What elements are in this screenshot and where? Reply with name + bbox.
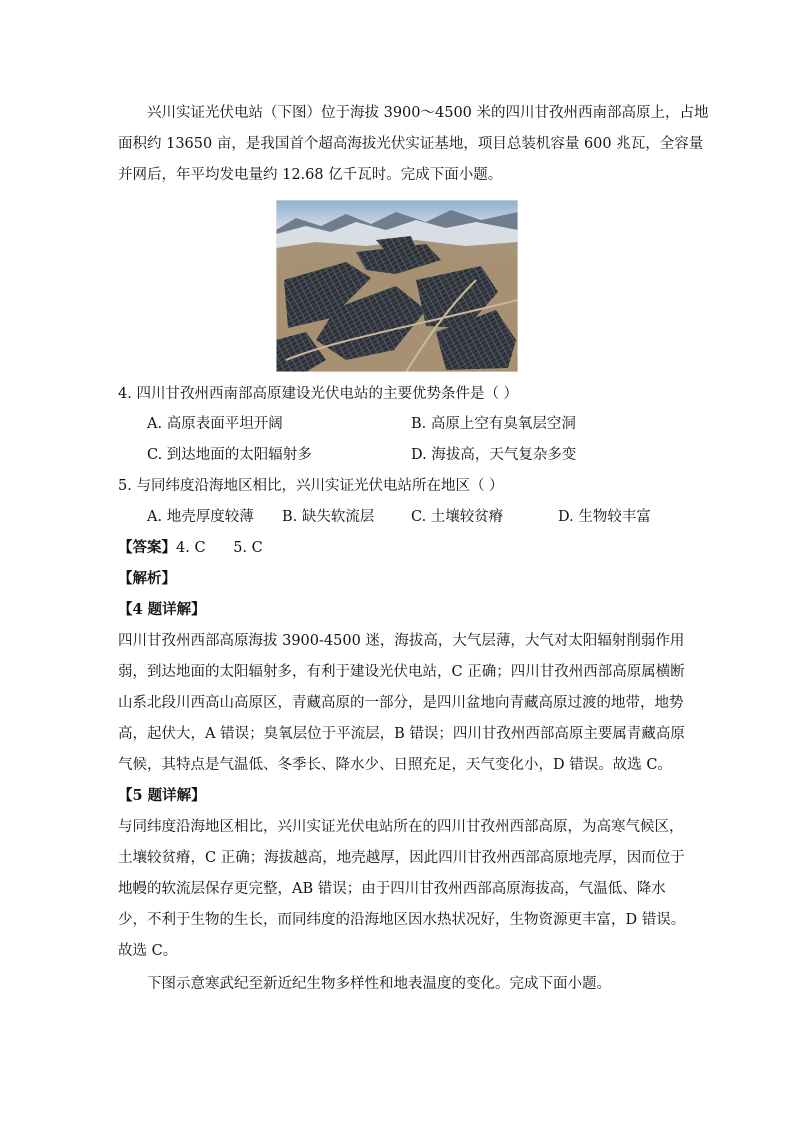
q4-option-a: A. 高原表面平坦开阔 [147,416,283,432]
intro-line-2: 面积约 13650 亩，是我国首个超高海拔光伏实证基地，项目总装机容量 600 兆瓦，全容量 [118,136,704,152]
detail-5-line-3: 地幔的软流层保存更完整，AB 错误；由于四川甘孜州西部高原海拔高，气温低、降水 [118,881,666,897]
analysis-label: 【解析】 [118,570,176,587]
q5-option-d: D. 生物较丰富 [558,509,651,525]
answer-line [118,538,263,558]
q4-option-b: B. 高原上空有臭氧层空洞 [411,416,576,432]
detail-4-line-4: 高，起伏大，A 错误；臭氧层位于平流层，B 错误；四川甘孜州西部高原主要属青藏高原 [118,726,685,742]
detail-4-line-3: 山系北段川西高山高原区，青藏高原的一部分，是四川盆地向青藏高原过渡的地带，地势 [118,695,684,711]
solar-station-photo [276,200,518,372]
answer-text: 4. C 5. C [176,540,263,556]
detail-4-line-1: 四川甘孜州西部高原海拔 3900-4500 迷，海拔高，大气层薄，大气对太阳辐射削弱作用 [118,633,685,649]
q4-stem: 4. 四川甘孜州西南部高原建设光伏电站的主要优势条件是（ ） [118,386,519,402]
answer-label: 【答案】 [118,539,176,556]
detail-4-line-2: 弱，到达地面的太阳辐射多，有利于建设光伏电站，C 正确；四川甘孜州西部高原属横断 [118,664,685,680]
next-section-intro: 下图示意寒武纪至新近纪生物多样性和地表温度的变化。完成下面小题。 [147,976,611,992]
q4-option-d: D. 海拔高，天气复杂多变 [411,447,577,463]
intro-line-1: 兴川实证光伏电站（下图）位于海拔 3900～4500 米的四川甘孜州西南部高原上，占地 [147,105,709,121]
q5-stem: 5. 与同纬度沿海地区相比，兴川实证光伏电站所在地区（ ） [118,478,504,494]
intro-line-3: 并网后，年平均发电量约 12.68 亿千瓦时。完成下面小题。 [118,167,503,183]
q5-option-b: B. 缺失软流层 [282,509,375,525]
detail-5-line-2: 土壤较贫瘠，C 正确；海拔越高，地壳越厚，因此四川甘孜州西部高原地壳厚，因而位于 [118,850,685,866]
detail-5-label: 【5 题详解】 [118,787,206,804]
q4-option-c: C. 到达地面的太阳辐射多 [147,447,312,463]
detail-4-label: 【4 题详解】 [118,601,206,618]
detail-5-line-5: 故选 C。 [118,943,178,959]
detail-5-line-4: 少，不利于生物的生长，而同纬度的沿海地区因水热状况好，生物资源更丰富，D 错误。 [118,912,686,928]
q5-option-c: C. 土壤较贫瘠 [411,509,504,525]
q5-option-a: A. 地壳厚度较薄 [147,509,254,525]
detail-5-line-1: 与同纬度沿海地区相比，兴川实证光伏电站所在的四川甘孜州西部高原，为高寒气候区， [118,819,684,835]
detail-4-line-5: 气候，其特点是气温低、冬季长、降水少、日照充足，天气变化小，D 错误。故选 C。 [118,757,672,773]
